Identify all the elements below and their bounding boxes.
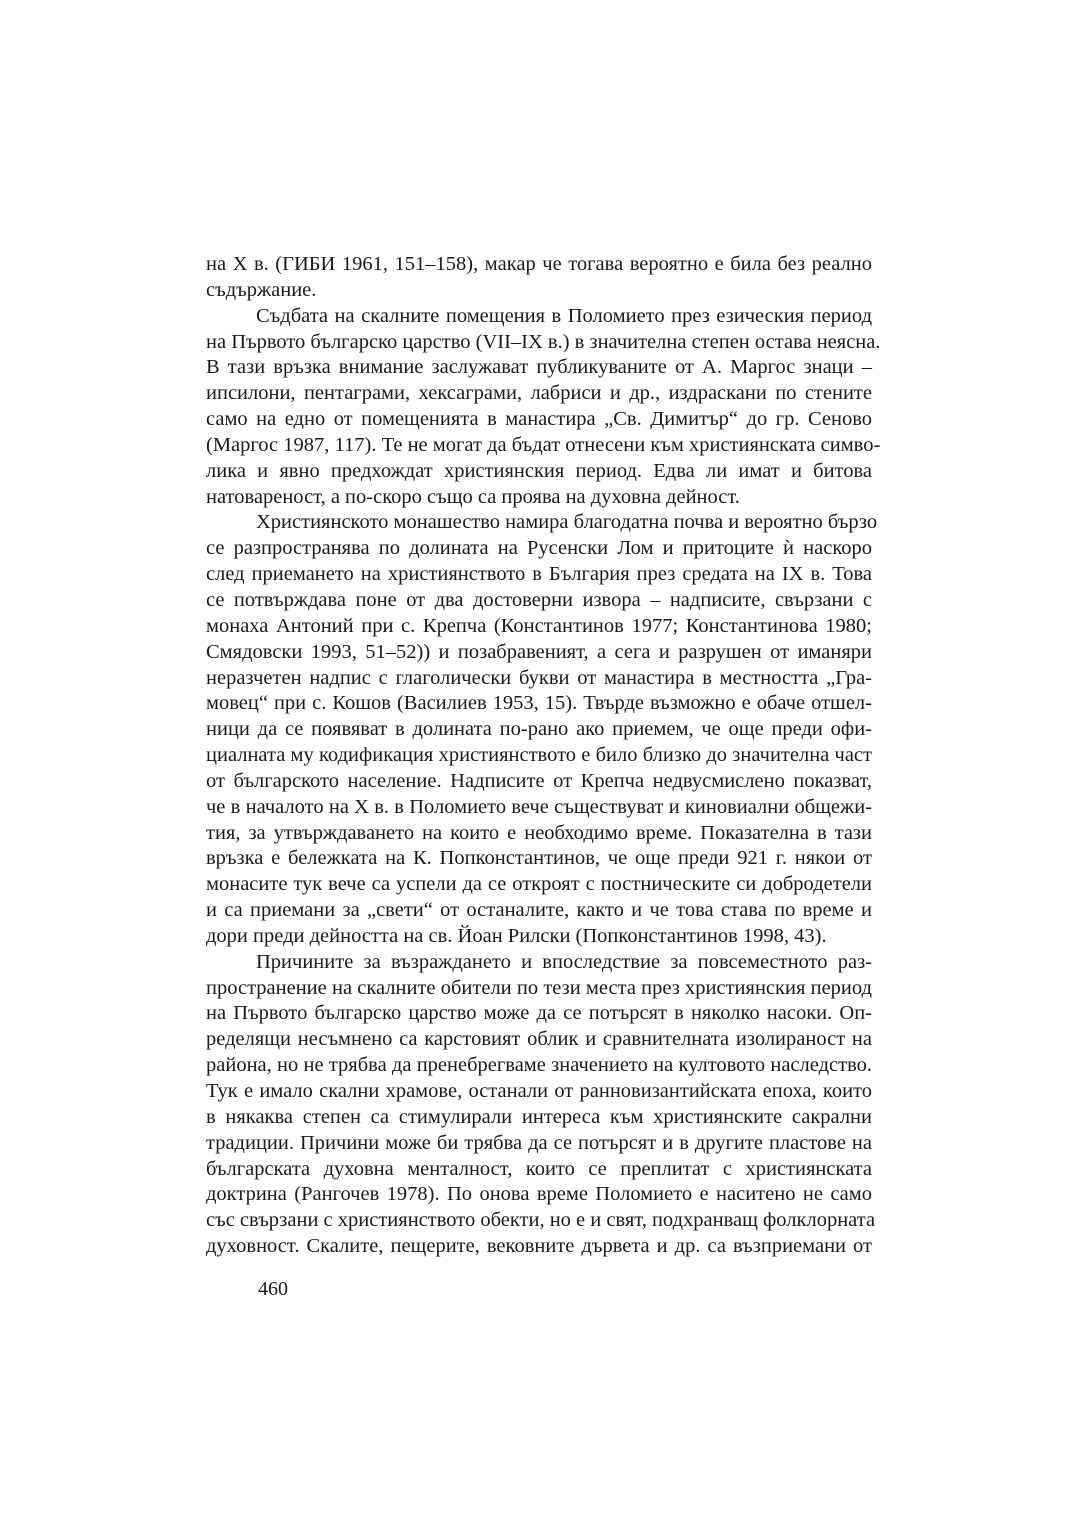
page-number: 460	[258, 1278, 288, 1300]
text-line: българската духовна менталност, които се преплитат с християнската	[206, 1157, 872, 1180]
text-line: ници да се появяват в долината по-рано ако приемем, че още преди офи-	[206, 718, 872, 741]
text-line: ипсилони, пентаграми, хексаграми, лабриси и др., издраскани по стените	[206, 382, 872, 405]
text-line: лика и явно предхождат християнския период. Едва ли имат и битова	[206, 459, 872, 482]
text-line: неразчетен надпис с глаголически букви от манастира в местността „Гра-	[206, 666, 872, 689]
paragraph	[206, 304, 881, 511]
text-line: на X в. (ГИБИ 1961, 151–158), макар че тогава вероятно е била без реално	[206, 253, 872, 275]
text-line: че в началото на X в. в Поломието вече съществуват и киновиални общежи-	[206, 795, 872, 818]
text-line: Смядовски 1993, 51–52)) и позабравеният, а сега и разрушен от иманяри	[206, 640, 872, 663]
text-line: след приемането на християнството в България през средата на IX в. Това	[206, 563, 872, 586]
text-line: Тук е имало скални храмове, останали от ранновизантийската епоха, които	[206, 1080, 872, 1102]
text-line: на Първото българско царство може да се потърсят в няколко насоки. Оп-	[206, 1002, 872, 1025]
text-line: на Първото българско царство (VII–IX в.) в значителна степен остава неясна.	[206, 330, 881, 353]
text-line: Съдбата на скалните помещения в Поломието през езическия период	[256, 304, 872, 327]
text-body	[206, 252, 881, 1260]
text-line: циалната му кодификация християнството е било близко до значителна част	[206, 744, 872, 767]
text-line: със свързани с християнството обекти, но е и свят, подхранващ фолклорната	[206, 1209, 876, 1232]
paragraph	[206, 950, 876, 1260]
text-line: само на едно от помещенията в манастира „Св. Димитър“ до гр. Сеново	[206, 408, 872, 431]
text-line: (Маргос 1987, 117). Те не могат да бъдат отнесени към християнската симво-	[206, 433, 881, 456]
text-line: натовареност, а по-скоро също са проява на духовна дейност.	[206, 485, 740, 508]
text-line: се разпространява по долината на Русенски Лом и притоците ѝ наскоро	[206, 537, 872, 560]
text-line: ределящи несъмнено са карстовият облик и сравнителната изолираност на	[206, 1028, 872, 1051]
text-line: В тази връзка внимание заслужават публикуваните от А. Маргос знаци –	[206, 356, 872, 379]
text-line: дори преди дейността на св. Йоан Рилски (Попконстантинов 1998, 43).	[206, 924, 827, 947]
paragraph	[206, 252, 872, 304]
text-line: от българското население. Надписите от Крепча недвусмислено показват,	[206, 769, 872, 792]
text-line: духовност. Скалите, пещерите, вековните дървета и др. са възприемани от	[206, 1235, 872, 1258]
text-line: района, но не трябва да пренебрегваме значението на култовото наследство.	[206, 1054, 872, 1077]
text-line: монаха Антоний при с. Крепча (Константинов 1977; Константинова 1980;	[206, 614, 872, 637]
text-line: традиции. Причини може би трябва да се потърсят и в другите пластове на	[206, 1131, 872, 1154]
text-line: и са приемани за „свети“ от останалите, както и че това става по време и	[206, 899, 872, 922]
text-line: Причините за възраждането и впоследствие за повсеместното раз-	[256, 950, 872, 973]
text-line: съдържание.	[206, 278, 317, 301]
text-line: Християнското монашество намира благодатна почва и вероятно бързо	[256, 511, 878, 534]
text-line: връзка е бележката на К. Попконстантинов, че още преди 921 г. някои от	[206, 847, 872, 870]
text-line: в някаква степен са стимулирали интереса към християнските сакрални	[206, 1105, 872, 1128]
text-line: монасите тук вече са успели да се откроят с постническите си добродетели	[206, 873, 872, 896]
text-line: тия, за утвърждаването на които е необходимо време. Показателна в тази	[206, 821, 872, 844]
text-line: пространение на скалните обители по тези места през християнския период	[206, 976, 872, 999]
paragraph	[206, 510, 878, 949]
text-line: доктрина (Рангочев 1978). По онова време Поломието е наситено не само	[206, 1183, 872, 1206]
text-line: мовец“ при с. Кошов (Василиев 1953, 15). Твърде възможно е обаче отшел-	[206, 692, 872, 715]
text-line: се потвърждава поне от два достоверни извора – надписите, свързани с	[206, 588, 872, 611]
